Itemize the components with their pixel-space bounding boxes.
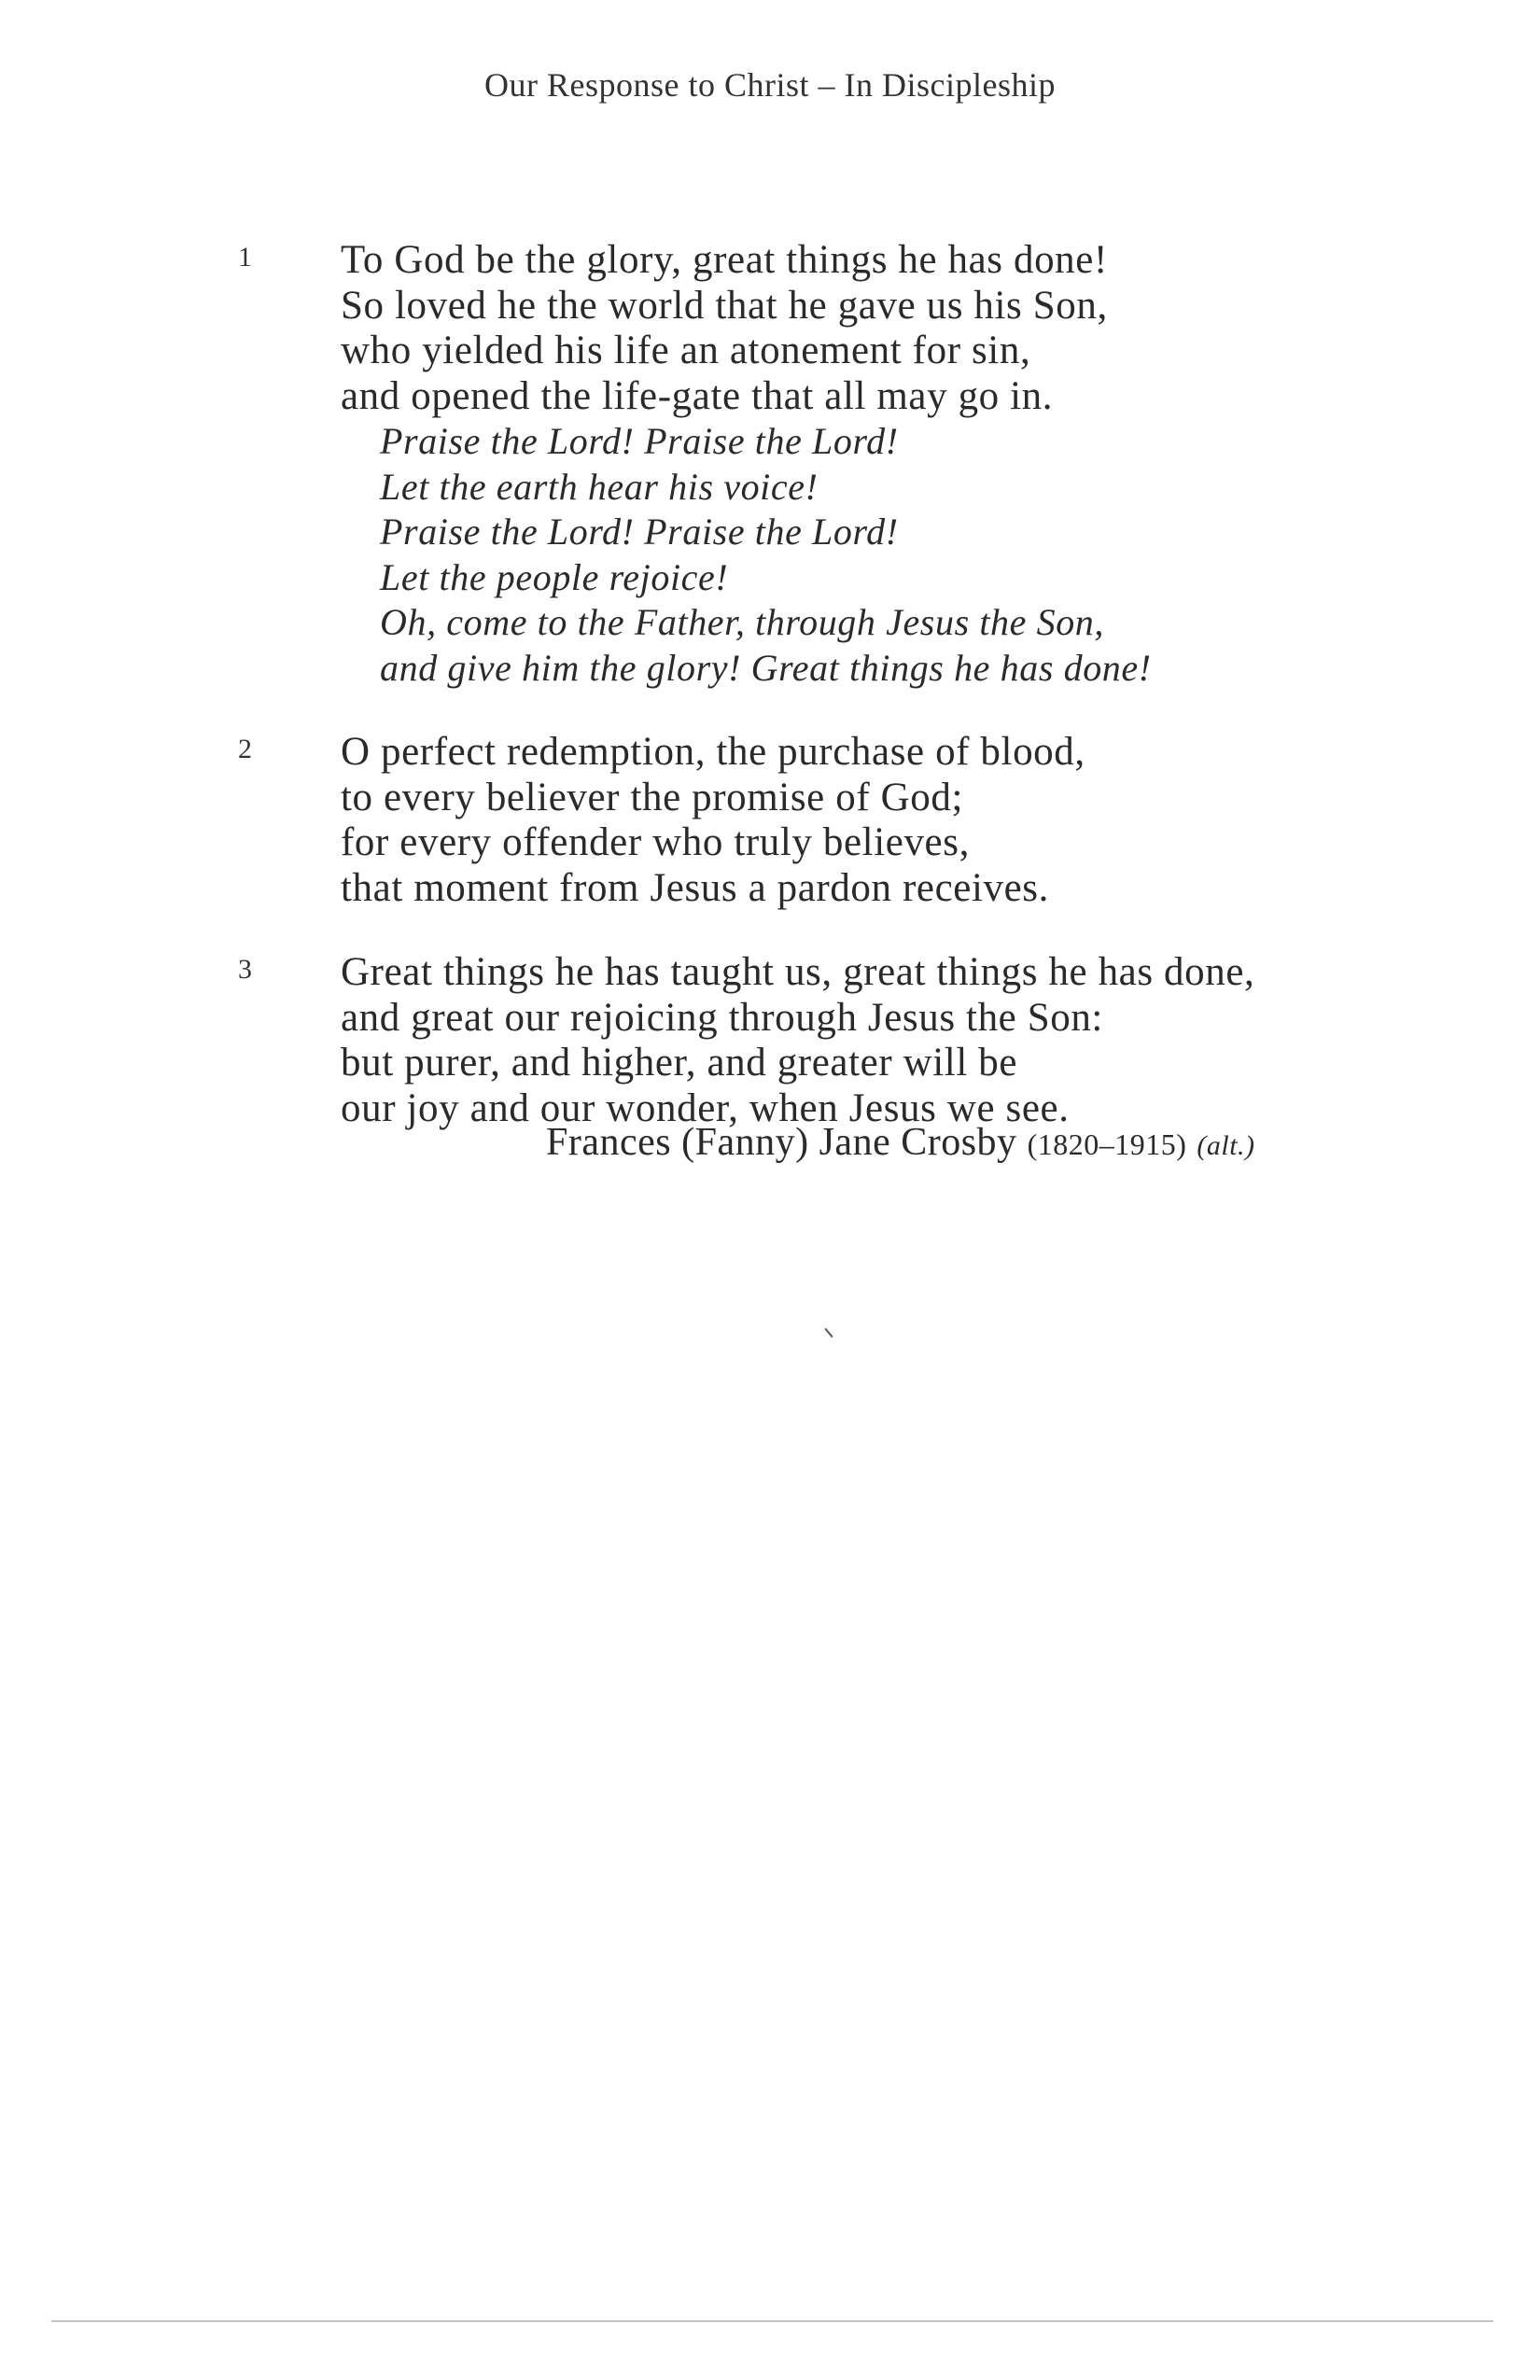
- refrain-line: Let the people rejoice!: [380, 555, 729, 598]
- verse-line: to every believer the promise of God;: [341, 775, 963, 819]
- hymn-text: [0, 238, 1540, 1170]
- verse-line: Great things he has taught us, great things he has done,: [341, 950, 1255, 994]
- verse-number: 3: [238, 954, 252, 985]
- verse-line: So loved he the world that he gave us his Son,: [341, 283, 1108, 328]
- refrain-line: Praise the Lord! Praise the Lord!: [380, 511, 899, 553]
- verse-lines: [341, 730, 1540, 911]
- verse-line: and great our rejoicing through Jesus the Son:: [341, 995, 1103, 1040]
- refrain-line: Oh, come to the Father, through Jesus the Son,: [380, 601, 1104, 643]
- altered-note: (alt.): [1197, 1130, 1255, 1161]
- verse-lines: [341, 238, 1540, 691]
- stray-mark: [824, 1328, 833, 1337]
- verse-line: that moment from Jesus a pardon receives.: [341, 865, 1049, 910]
- verse-2: [0, 730, 1540, 911]
- verse-line: but purer, and higher, and greater will be: [341, 1041, 1018, 1085]
- verse-number: 1: [238, 242, 252, 273]
- verse-line: O perfect redemption, the purchase of blood,: [341, 730, 1085, 774]
- verse-line: our joy and our wonder, when Jesus we see.: [341, 1085, 1070, 1130]
- verse-line: for every offender who truly believes,: [341, 820, 970, 864]
- refrain-line: Praise the Lord! Praise the Lord!: [380, 420, 899, 462]
- page-title: Our Response to Christ – In Discipleship: [484, 66, 1056, 104]
- verse-line: and opened the life-gate that all may go in.: [341, 373, 1054, 418]
- verse-line: who yielded his life an atonement for sin,: [341, 329, 1031, 372]
- verse-1: [0, 238, 1540, 691]
- refrain-line: Let the earth hear his voice!: [380, 465, 819, 508]
- verse-lines: [341, 950, 1540, 1131]
- verse-3: [0, 950, 1540, 1131]
- verse-number: 2: [238, 734, 252, 764]
- refrain-line: and give him the glory! Great things he has done!: [380, 646, 1152, 689]
- author-dates: (1820–1915): [1027, 1127, 1187, 1161]
- author-attribution: [546, 1120, 1255, 1165]
- author-name: Frances (Fanny) Jane Crosby: [546, 1121, 1017, 1164]
- bottom-divider: [51, 2320, 1493, 2322]
- refrain: [380, 419, 1540, 691]
- verse-line: To God be the glory, great things he has done!: [341, 238, 1108, 282]
